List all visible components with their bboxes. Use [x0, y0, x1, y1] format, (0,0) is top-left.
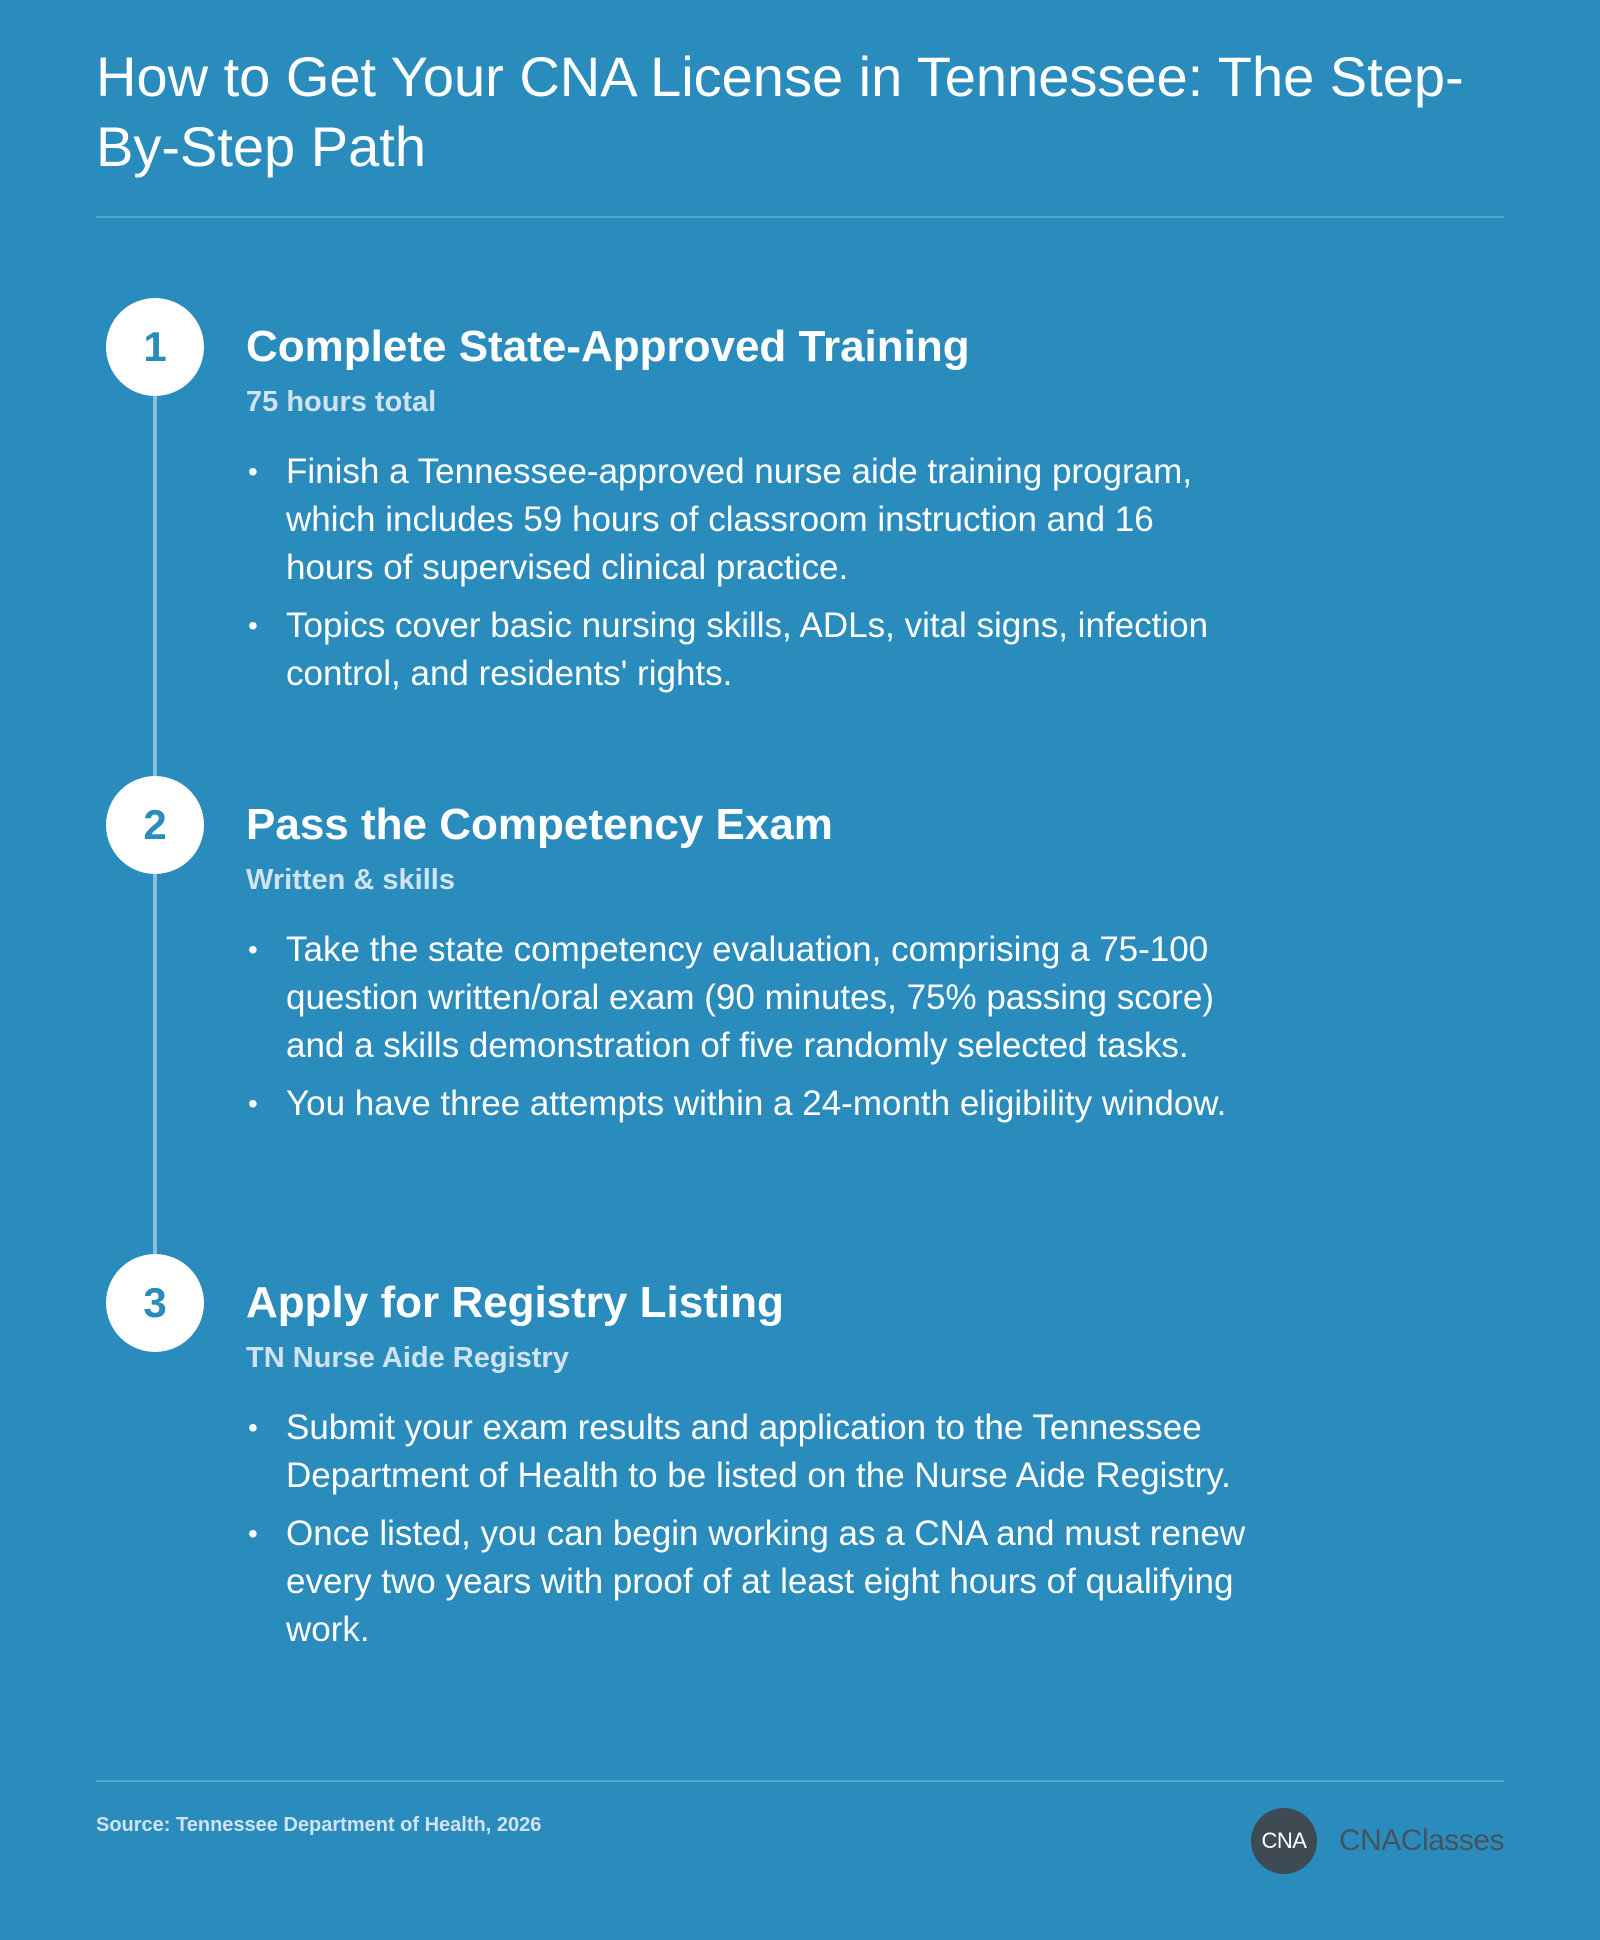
bullet-text: You have three attempts within a 24-month eligibility window. — [286, 1084, 1227, 1123]
bullet-item — [246, 1510, 1246, 1654]
step-bullet-list — [246, 448, 1246, 708]
bullet-text: Take the state competency evaluation, comprising a 75-100 question written/oral exam (90 minutes, 75% passing score) and a skills demonstration of five randomly selected tasks. — [286, 930, 1214, 1065]
header-divider — [96, 216, 1504, 218]
step-bullet-list — [246, 1404, 1246, 1664]
bullet-text: Topics cover basic nursing skills, ADLs, vital signs, infection control, and residents' rights. — [286, 606, 1209, 693]
bullet-icon: • — [248, 1412, 258, 1443]
bullet-text: Once listed, you can begin working as a CNA and must renew every two years with proof of at least eight hours of qualifying work. — [286, 1514, 1246, 1649]
step-title: Complete State-Approved Training — [246, 322, 970, 371]
bullet-item — [246, 1404, 1246, 1500]
infographic — [96, 0, 1504, 1940]
bullet-icon: • — [248, 1518, 258, 1549]
bullet-text: Submit your exam results and application to the Tennessee Department of Health to be listed on the Nurse Aide Registry. — [286, 1408, 1231, 1495]
bullet-icon: • — [248, 610, 258, 641]
brand-badge-icon: CNA — [1251, 1808, 1317, 1874]
step-subtitle: TN Nurse Aide Registry — [246, 1342, 569, 1374]
bullet-icon: • — [248, 1088, 258, 1119]
step-number-badge: 3 — [106, 1254, 204, 1352]
step-number-badge: 1 — [106, 298, 204, 396]
bullet-item — [246, 602, 1246, 698]
bullet-item — [246, 1080, 1246, 1128]
step-bullet-list — [246, 926, 1246, 1138]
timeline-connector — [153, 346, 157, 778]
step-subtitle: 75 hours total — [246, 386, 437, 418]
source-citation: Source: Tennessee Department of Health, 2026 — [96, 1814, 542, 1836]
bullet-item — [246, 448, 1246, 592]
bullet-icon: • — [248, 934, 258, 965]
page-title: How to Get Your CNA License in Tennessee: The Step-By-Step Path — [96, 45, 1464, 178]
footer-divider — [96, 1780, 1504, 1782]
step-subtitle: Written & skills — [246, 864, 455, 896]
timeline-connector — [153, 824, 157, 1256]
bullet-item — [246, 926, 1246, 1070]
step-title: Apply for Registry Listing — [246, 1278, 784, 1327]
bullet-icon: • — [248, 456, 258, 487]
step-title: Pass the Competency Exam — [246, 800, 833, 849]
step-number-badge: 2 — [106, 776, 204, 874]
brand-name: CNAClasses — [1338, 1824, 1504, 1857]
brand-logo — [1251, 1808, 1504, 1874]
bullet-text: Finish a Tennessee-approved nurse aide training program, which includes 59 hours of classroom instruction and 16 hours of supervised clinical practice. — [286, 452, 1193, 587]
